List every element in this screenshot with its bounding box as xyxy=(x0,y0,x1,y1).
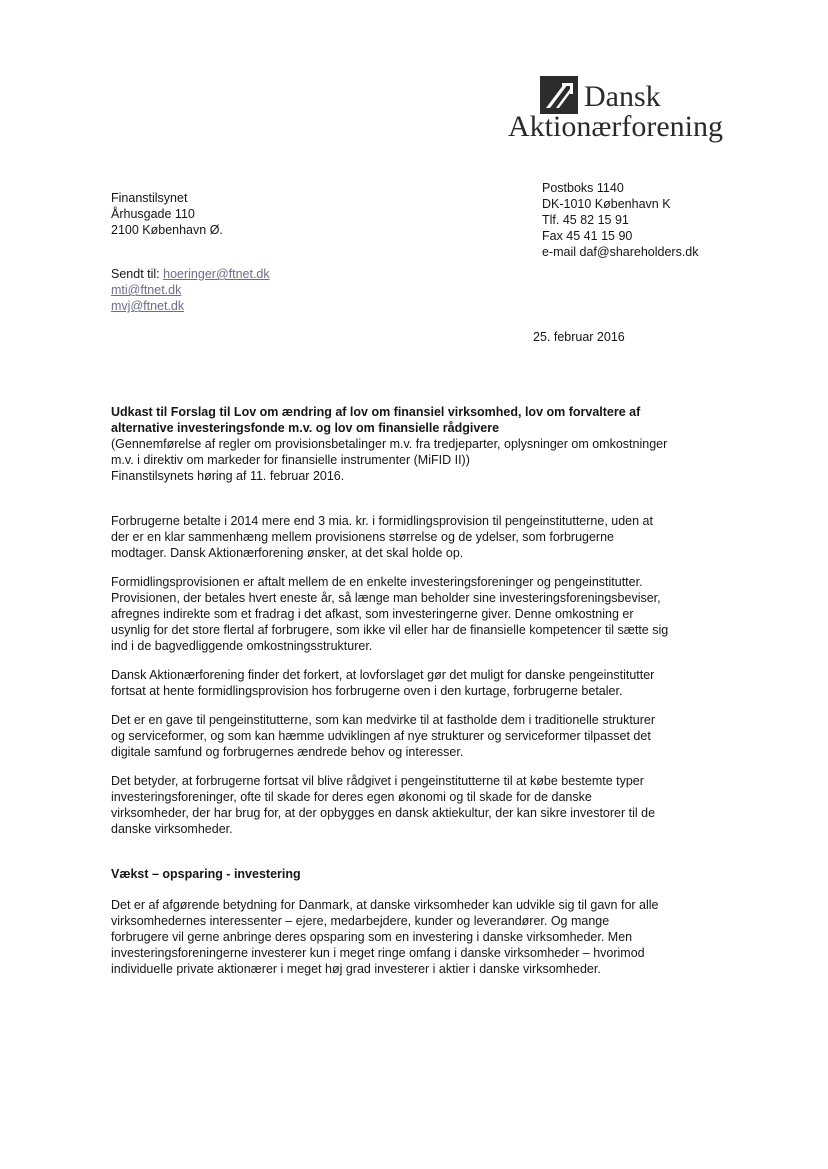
paragraph-line: modtager. Dansk Aktionærforening ønsker, at det skal holde op. xyxy=(111,546,464,560)
sender-email: e-mail daf@shareholders.dk xyxy=(542,245,699,259)
body-paragraph xyxy=(111,667,711,699)
sender-line: Tlf. 45 82 15 91 xyxy=(542,213,629,227)
paragraph-line: forbrugere vil gerne anbringe deres opsparing som en investering i danske virksomheder. Men xyxy=(111,930,633,944)
section-paragraph xyxy=(111,897,711,977)
body-paragraph xyxy=(111,513,711,561)
paragraph-line: afregnes indirekte som et fradrag i det afkast, som investeringerne giver. Denne omkostning er xyxy=(111,607,634,621)
body-paragraph xyxy=(111,574,711,654)
paragraph-line: fortsat at hente formidlingsprovision hos forbrugerne oven i den kurtage, forbrugerne betaler. xyxy=(111,684,623,698)
paragraph-line: usynlig for det store flertal af forbrugere, som ikke vil eller har de finansielle kompetencer til sætte sig xyxy=(111,623,669,637)
email-link[interactable]: mti@ftnet.dk xyxy=(111,283,182,297)
paragraph-line: investeringsforeningerne investerer kun i meget ringe omfang i danske virksomheder – hvorimod xyxy=(111,946,645,960)
sender-line: Fax 45 41 15 90 xyxy=(542,229,633,243)
section-heading: Vækst – opsparing - investering xyxy=(111,867,301,881)
email-link[interactable]: mvj@ftnet.dk xyxy=(111,299,185,313)
recipient-line: 2100 København Ø. xyxy=(111,223,223,237)
paragraph-line: Det betyder, at forbrugerne fortsat vil blive rådgivet i pengeinstitutterne til at købe bestemte typer xyxy=(111,774,644,788)
subject-line: Udkast til Forslag til Lov om ændring af lov om finansiel virksomhed, lov om forvaltere af xyxy=(111,405,641,419)
subject-line: m.v. i direktiv om markeder for finansielle instrumenter (MiFID II)) xyxy=(111,453,470,467)
sender-line: DK-1010 København K xyxy=(542,197,671,211)
sent-to-label: Sendt til: xyxy=(111,267,160,281)
body-paragraph xyxy=(111,773,711,837)
paragraph-line: virksomhedernes interessenter – ejere, medarbejdere, kunder og leverandører. Og mange xyxy=(111,914,610,928)
sender-line: Postboks 1140 xyxy=(542,181,624,195)
subject-line: alternative investeringsfonde m.v. og lov om finansielle rådgivere xyxy=(111,421,500,435)
paragraph-line: Dansk Aktionærforening finder det forkert, at lovforslaget gør det muligt for danske pengeinstitutter xyxy=(111,668,655,682)
paragraph-line: digitale samfund og forbrugernes ændrede behov og interesser. xyxy=(111,745,464,759)
paragraph-line: Provisionen, der betales hvert eneste år, så længe man beholder sine investeringsforeningsbeviser, xyxy=(111,591,661,605)
paragraph-line: Forbrugerne betalte i 2014 mere end 3 mia. kr. i formidlingsprovision til pengeinstitutterne, uden at xyxy=(111,514,653,528)
letter-subject xyxy=(111,404,711,484)
letter-date: 25. februar 2016 xyxy=(533,330,625,344)
paragraph-line: Formidlingsprovisionen er aftalt mellem de en enkelte investeringsforeninger og pengeinstitutter. xyxy=(111,575,643,589)
recipient-address xyxy=(111,190,223,238)
recipient-line: Århusgade 110 xyxy=(111,207,195,221)
paragraph-line: Det er af afgørende betydning for Danmark, at danske virksomheder kan udvikle sig til gavn for alle xyxy=(111,898,659,912)
logo-word-aktionaerforening: Aktionærforening xyxy=(508,110,723,143)
recipient-line: Finanstilsynet xyxy=(111,191,188,205)
paragraph-line: ind i de bagvedliggende omkostningsstrukturer. xyxy=(111,639,373,653)
email-link[interactable]: hoeringer@ftnet.dk xyxy=(163,267,270,281)
subject-line: (Gennemførelse af regler om provisionsbetalinger m.v. fra tredjeparter, oplysninger om omkostninger xyxy=(111,437,668,451)
sender-address xyxy=(542,180,699,260)
paragraph-line: og serviceformer, og som kan hæmme udviklingen af nye strukturer og serviceformer tilpasset det xyxy=(111,729,651,743)
logo-mark-icon xyxy=(540,76,578,114)
subject-line: Finanstilsynets høring af 11. februar 2016. xyxy=(111,469,345,483)
paragraph-line: virksomheder, der har brug for, at der opbygges en dansk aktiekultur, der kan sikre investorer til de xyxy=(111,806,656,820)
sent-to-block xyxy=(111,266,270,314)
logo-word-dansk: Dansk xyxy=(584,80,661,113)
paragraph-line: der er en klar sammenhæng mellem provisionens størrelse og de ydelser, som forbrugerne xyxy=(111,530,615,544)
paragraph-line: Det er en gave til pengeinstitutterne, som kan medvirke til at fastholde dem i traditionelle strukturer xyxy=(111,713,656,727)
paragraph-line: investeringsforeninger, ofte til skade for deres egen økonomi og til skade for de danske xyxy=(111,790,592,804)
organization-logo xyxy=(508,72,723,150)
paragraph-line: individuelle private aktionærer i meget høj grad investerer i aktier i danske virksomheder. xyxy=(111,962,601,976)
paragraph-line: danske virksomheder. xyxy=(111,822,233,836)
body-paragraph xyxy=(111,712,711,760)
